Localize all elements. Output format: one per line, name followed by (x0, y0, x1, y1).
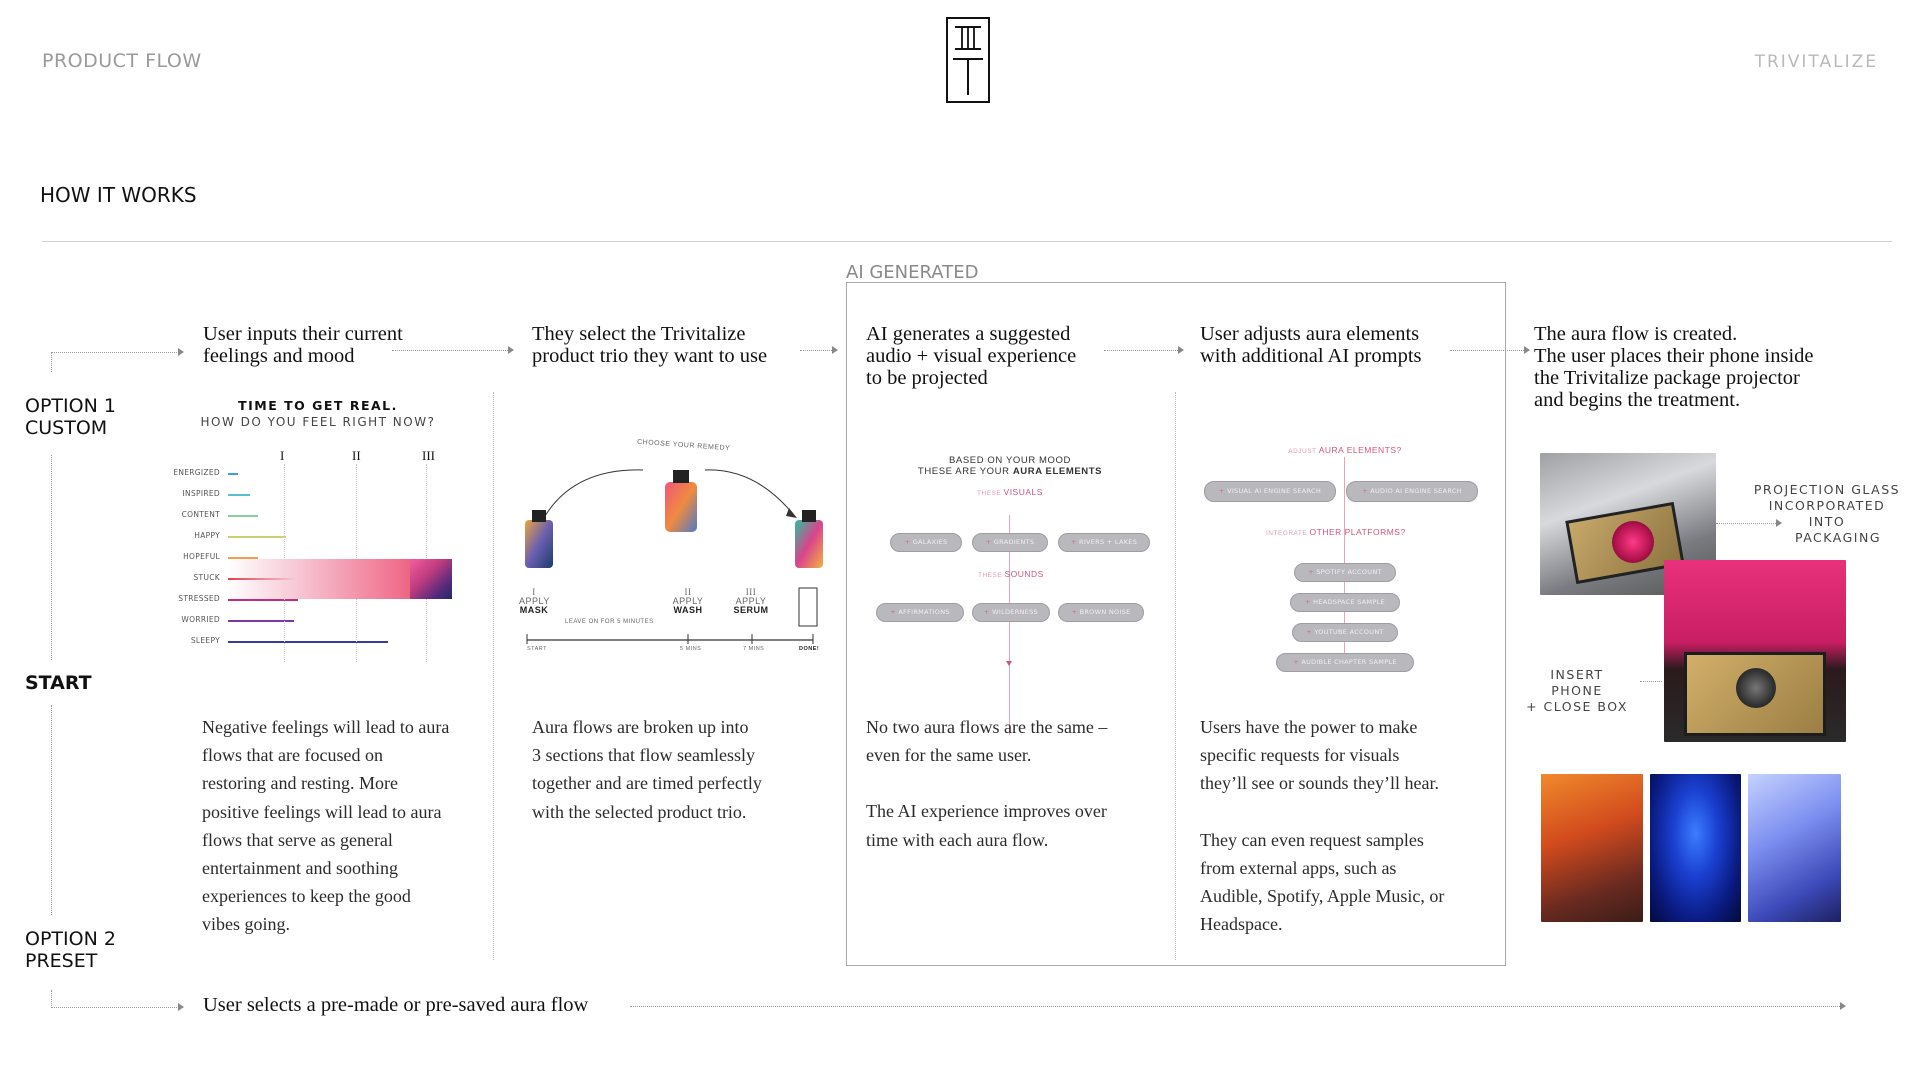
description-mood: Negative feelings will lead to aura flows that are focused on restoring and resting. More positive feelings will lead to aura flows that serve as general entertainment and soothing experiences to keep the good vibes going. (202, 717, 450, 935)
adjust-title: ADJUST AURA ELEMENTS? (1288, 445, 1402, 455)
projection-caption: PROJECTION GLASS INCORPORATED INTO PACKAGING (1753, 482, 1901, 545)
preset-text: User selects a pre-made or pre-saved aura flow (203, 994, 589, 1016)
remedy-title: CHOOSE YOUR REMEDY (636, 438, 731, 453)
arrow-right-icon (508, 346, 514, 354)
aura-sounds-label: THESE SOUNDS (978, 569, 1044, 579)
description-ai: No two aura flows are the same – even for the same user. The AI experience improves over time with each aura flow. (866, 717, 1108, 850)
adjust-platforms-label: INTEGRATE OTHER PLATFORMS? (1266, 527, 1406, 537)
mood-swatch (410, 559, 452, 599)
description-adjust: Users have the power to make specific requests for visuals they’ll see or sounds they’ll hear. They can even request samples from external apps, such as Audible, Spotify, Apple Music, or Headspace. (1200, 717, 1445, 935)
aura-visuals-label: THESE VISUALS (977, 487, 1043, 497)
arrow-right-icon (178, 1003, 184, 1011)
timeline-start: START (527, 646, 548, 652)
mood-slider-line[interactable] (228, 473, 238, 475)
aura-screen-line2: THESE ARE YOUR AURA ELEMENTS (917, 466, 1103, 477)
remedy-leave-on: LEAVE ON FOR 5 MINUTES (565, 619, 654, 625)
timeline-done: DONE! (799, 646, 820, 652)
step-3-title: AI generates a suggested audio + visual experience to be projected (866, 323, 1077, 389)
arrow-right-icon (1840, 1002, 1846, 1010)
connector (51, 990, 52, 1008)
pill-audible[interactable]: + AUDIBLE CHAPTER SAMPLE (1276, 653, 1414, 672)
mood-column-label: I (280, 448, 285, 463)
connector (630, 1006, 1842, 1007)
treatment-photo-2 (1650, 774, 1741, 922)
mood-list (108, 398, 488, 668)
mood-label[interactable]: WORRIED (181, 615, 220, 624)
remedy-step-wash: II APPLY WASH (672, 587, 704, 615)
connector (51, 1007, 179, 1008)
phone-lens (1736, 668, 1776, 708)
mood-label[interactable]: ENERGIZED (173, 468, 220, 477)
mood-slider-line[interactable] (228, 494, 250, 496)
pill-spotify[interactable]: + SPOTIFY ACCOUNT (1294, 563, 1396, 582)
arrow-right-icon (1524, 346, 1530, 354)
arrow-right-icon (178, 348, 184, 356)
step-2-title: They select the Trivitalize product trio they want to use (532, 323, 768, 367)
option2-label: OPTION 2 PRESET (25, 928, 116, 972)
timeline-7min: 7 MINS (743, 646, 765, 652)
projection-face-photo (1664, 560, 1846, 742)
aura-screen-line1: BASED ON YOUR MOOD (948, 455, 1071, 466)
mood-label[interactable]: CONTENT (181, 510, 220, 519)
timeline-5min: 5 MINS (680, 646, 702, 652)
start-label: START (25, 672, 92, 694)
pill-galaxies[interactable]: + GALAXIES (890, 533, 962, 552)
treatment-photo-3 (1748, 774, 1841, 922)
mood-label[interactable]: SLEEPY (190, 636, 220, 645)
connector (1104, 350, 1180, 351)
mood-label[interactable]: STUCK (193, 573, 220, 582)
divider (42, 241, 1892, 242)
header-brand-label: TRIVITALIZE (1754, 52, 1878, 72)
adjust-screen (1200, 445, 1490, 685)
arrow-right-icon (832, 346, 838, 354)
column-divider (1175, 392, 1176, 960)
mood-slider-line[interactable] (228, 641, 388, 643)
description-trio: Aura flows are broken up into 3 sections that flow seamlessly together and are timed perfectly with the selected product trio. (532, 717, 762, 822)
section-title: HOW IT WORKS (40, 183, 197, 207)
logo-mark-icon (948, 19, 988, 101)
connector (51, 352, 52, 372)
mood-screen (108, 398, 488, 668)
pill-headspace[interactable]: + HEADSPACE SAMPLE (1290, 593, 1400, 612)
column-divider (493, 392, 494, 960)
connector (51, 352, 179, 353)
remedy-screen (515, 438, 825, 658)
connector (392, 350, 510, 351)
connector (800, 350, 834, 351)
trivitalize-logo (946, 17, 990, 103)
pill-gradients[interactable]: + GRADIENTS (972, 533, 1048, 552)
mood-column-label: II (352, 448, 361, 463)
header-left-label: PRODUCT FLOW (42, 50, 202, 72)
connector (51, 455, 52, 660)
remedy-arc-graphic (515, 448, 825, 658)
mood-screen-subtitle: HOW DO YOU FEEL RIGHT NOW? (200, 415, 436, 429)
step-1-title: User inputs their current feelings and mood (203, 323, 403, 367)
step-5-title: The aura flow is created. The user places their phone inside the Trivitalize package projector and begins the treatment. (1534, 323, 1814, 411)
pill-rivers-lakes[interactable]: + RIVERS + LAKES (1058, 533, 1150, 552)
pill-visual-ai-search[interactable]: + VISUAL AI ENGINE SEARCH (1204, 481, 1336, 502)
connector (51, 705, 52, 915)
connector (1450, 350, 1526, 351)
step-4-title: User adjusts aura elements with additional AI prompts (1200, 323, 1422, 367)
arrow-down-icon (1006, 661, 1012, 666)
mood-label[interactable]: HOPEFUL (183, 552, 220, 561)
ai-generated-label: AI GENERATED (846, 262, 979, 283)
arrow-right-icon (1178, 346, 1184, 354)
connector (1640, 681, 1662, 682)
pill-brown-noise[interactable]: + BROWN NOISE (1058, 603, 1144, 622)
mood-slider-line[interactable] (228, 536, 286, 538)
treatment-photo-1 (1541, 774, 1643, 922)
projection-lens (1612, 521, 1654, 563)
mood-column-label: III (422, 448, 435, 463)
mood-screen-title: TIME TO GET REAL. (238, 398, 398, 413)
remedy-step-serum: III APPLY SERUM (733, 587, 769, 615)
mood-slider-line[interactable] (228, 515, 258, 517)
pill-audio-ai-search[interactable]: + AUDIO AI ENGINE SEARCH (1346, 481, 1478, 502)
mood-label[interactable]: HAPPY (194, 531, 220, 540)
option1-label: OPTION 1 CUSTOM (25, 395, 116, 439)
mood-slider-line[interactable] (228, 599, 298, 601)
pill-wilderness[interactable]: + WILDERNESS (972, 603, 1050, 622)
pill-affirmations[interactable]: + AFFIRMATIONS (876, 603, 964, 622)
remedy-step-mask: I APPLY MASK (519, 587, 550, 615)
mood-label[interactable]: STRESSED (178, 594, 220, 603)
pill-youtube[interactable]: + YOUTUBE ACCOUNT (1292, 623, 1398, 642)
insert-phone-caption: INSERT PHONE + CLOSE BOX (1526, 667, 1628, 714)
mood-label[interactable]: INSPIRED (182, 489, 220, 498)
aura-elements-screen (860, 455, 1160, 670)
